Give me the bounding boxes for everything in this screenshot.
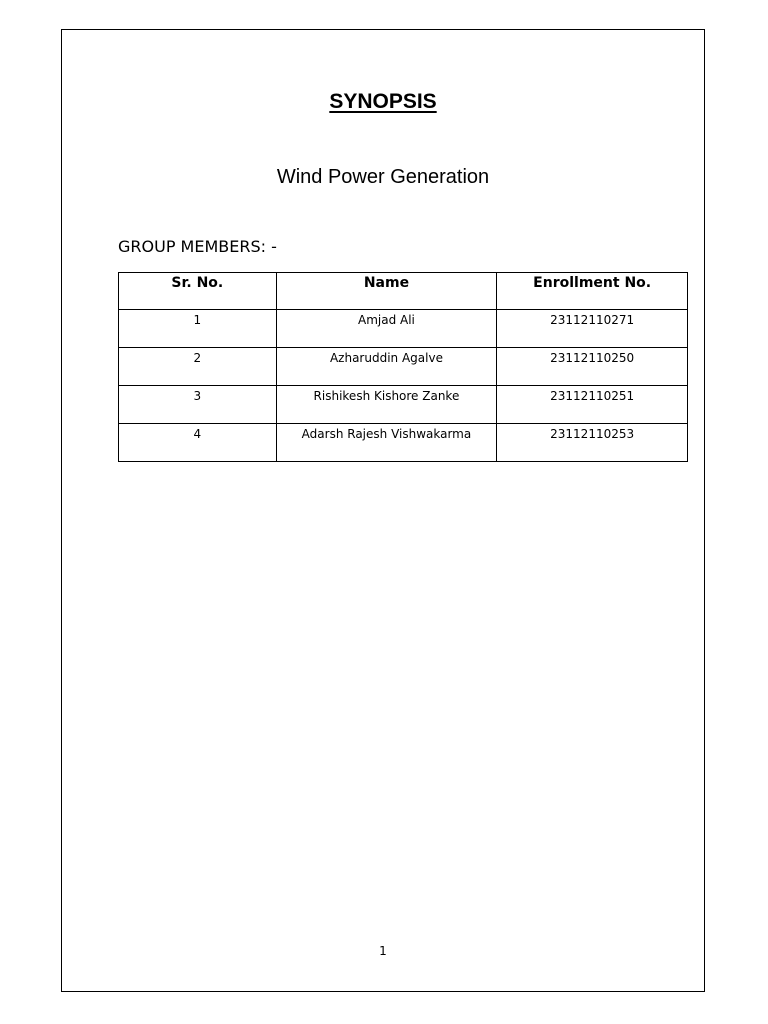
cell-enrollment-no: 23112110250 xyxy=(497,348,688,386)
cell-enrollment-no: 23112110253 xyxy=(497,424,688,462)
header-sr-no: Sr. No. xyxy=(119,273,277,310)
cell-enrollment-no: 23112110271 xyxy=(497,310,688,348)
table-row xyxy=(119,424,688,462)
cell-name: Rishikesh Kishore Zanke xyxy=(276,386,497,424)
group-members-label: GROUP MEMBERS: - xyxy=(118,237,277,256)
page-number: 1 xyxy=(379,944,387,958)
table-row xyxy=(119,348,688,386)
group-members-table xyxy=(118,272,688,462)
cell-sr-no: 1 xyxy=(119,310,277,348)
header-name: Name xyxy=(276,273,497,310)
cell-sr-no: 2 xyxy=(119,348,277,386)
cell-name: Adarsh Rajesh Vishwakarma xyxy=(276,424,497,462)
document-title: SYNOPSIS xyxy=(329,90,437,113)
cell-name: Azharuddin Agalve xyxy=(276,348,497,386)
table-header-row xyxy=(119,273,688,310)
table-row xyxy=(119,386,688,424)
cell-name: Amjad Ali xyxy=(276,310,497,348)
document-page xyxy=(61,29,705,992)
table-row xyxy=(119,310,688,348)
project-title: Wind Power Generation xyxy=(276,166,490,188)
header-enrollment-no: Enrollment No. xyxy=(497,273,688,310)
cell-enrollment-no: 23112110251 xyxy=(497,386,688,424)
cell-sr-no: 4 xyxy=(119,424,277,462)
cell-sr-no: 3 xyxy=(119,386,277,424)
